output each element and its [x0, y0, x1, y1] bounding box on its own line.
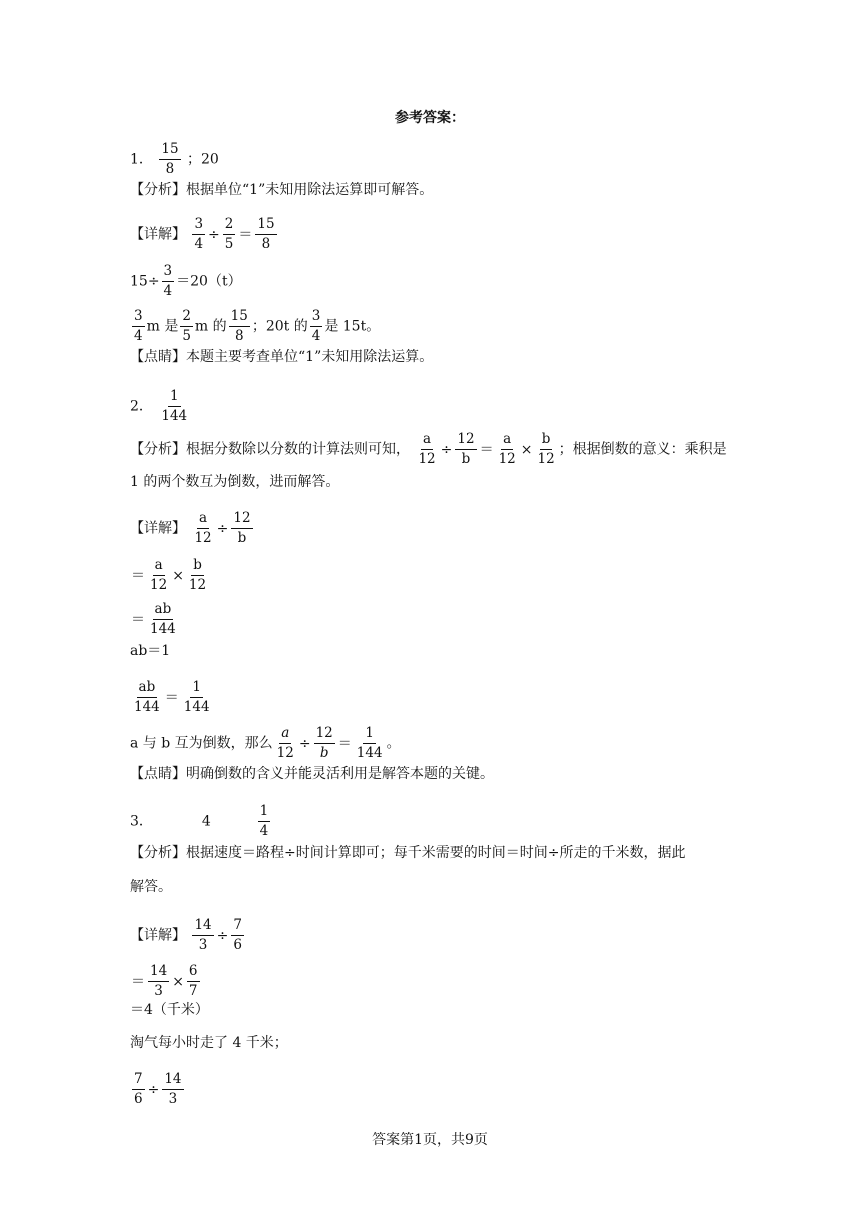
- expr-text: m 的: [194, 318, 227, 335]
- q1-answer: [130, 141, 219, 178]
- equals: ＝: [479, 441, 494, 458]
- fraction: $\frac{7}{6}$: [134, 1071, 143, 1107]
- q1-comment: [130, 347, 433, 367]
- fraction: $\frac{15}{8}$: [230, 308, 248, 344]
- analysis-text: 根据速度＝路程÷时间计算即可；每千米需要的时间＝时间÷所走的千米数，据此: [186, 845, 686, 861]
- operator: ÷: [440, 441, 453, 458]
- fraction: $\frac{6}{7}$: [188, 963, 198, 999]
- q1-answer-rest: ；20: [187, 151, 219, 168]
- equals: ＝: [131, 973, 145, 990]
- operator: ÷: [298, 735, 311, 752]
- comment-label: 【点睛】: [130, 349, 186, 365]
- operator: ÷: [216, 520, 229, 537]
- q3-detail-step5: [130, 1071, 186, 1108]
- q2-answer: [130, 388, 191, 425]
- q2-analysis: [130, 431, 727, 468]
- detail-label: 【详解】: [130, 927, 186, 944]
- analysis-text: 根据分数除以分数的计算法则可知，: [186, 441, 410, 458]
- operator: ×: [520, 441, 533, 458]
- fraction: $\frac{15}{8}$: [257, 216, 275, 252]
- expr-text: ab＝1: [130, 643, 171, 659]
- q2-detail-step2: [130, 557, 210, 594]
- q2-detail-step1: [130, 510, 255, 547]
- expr-text: 。: [386, 735, 401, 752]
- fraction: $\frac{14}{3}$: [150, 963, 168, 999]
- analysis-label: 【分析】: [130, 182, 186, 198]
- analysis-text: 根据单位“1”未知用除法运算即可解答。: [186, 182, 434, 198]
- detail-label: 【详解】: [130, 226, 186, 243]
- q3-number: 3．: [130, 813, 153, 830]
- equals: ＝: [164, 689, 179, 706]
- q2-detail-step5: [130, 679, 214, 716]
- fraction: $\frac{a}{12}$: [276, 725, 294, 761]
- expr-text: a 与 b 互为倒数，那么: [130, 735, 273, 752]
- fraction: $\frac{1}{144}$: [183, 679, 210, 715]
- equals: ＝: [131, 567, 145, 584]
- q3-detail-step3: [130, 1000, 209, 1020]
- fraction: $\frac{3}{4}$: [311, 308, 321, 344]
- fraction: $\frac{2}{5}$: [224, 216, 234, 252]
- equals: ＝: [131, 611, 145, 628]
- q2-detail-step3: [130, 601, 180, 638]
- analysis-text: 解答。: [130, 879, 172, 895]
- expr-text: 15÷: [130, 273, 160, 290]
- q1-detail-step3: [130, 308, 380, 345]
- comment-text: 明确倒数的含义并能灵活利用是解答本题的关键。: [186, 766, 494, 782]
- q1-analysis: [130, 180, 433, 200]
- analysis-label: 【分析】: [130, 845, 186, 861]
- fraction: $\frac{3}{4}$: [194, 216, 204, 252]
- fraction: $\frac{ab}{144}$: [134, 679, 160, 715]
- fraction: $\frac{12}{b}$: [457, 431, 475, 467]
- detail-label: 【详解】: [130, 520, 186, 537]
- equals: ＝: [337, 735, 352, 752]
- fraction: $\frac{12}{b}$: [233, 510, 251, 546]
- q2-number: 2．: [130, 398, 153, 415]
- q2-detail-step4: [130, 641, 170, 661]
- fraction: $\frac{ab}{144}$: [150, 601, 176, 637]
- fraction: $\frac{b}{12}$: [188, 557, 207, 593]
- expr-text: ；20t 的: [251, 318, 308, 335]
- q3-detail-step1: [130, 917, 246, 954]
- operator: ÷: [147, 1081, 160, 1098]
- analysis-text: 1 的两个数互为倒数，进而解答。: [130, 474, 340, 490]
- expr-text: ＝4（千米）: [130, 1002, 209, 1018]
- expr-text: ＝20（t）: [176, 273, 242, 290]
- comment-text: 本题主要考查单位“1”未知用除法运算。: [186, 349, 434, 365]
- page-footer: 答案第1页，共9页: [372, 1132, 488, 1148]
- q1-number: 1．: [130, 151, 153, 168]
- expr-text: 是 15t。: [324, 318, 381, 335]
- fraction: $\frac{3}{4}$: [134, 308, 143, 344]
- fraction: $\frac{1}{144}$: [161, 388, 188, 424]
- fraction: $\frac{15}{8}$: [161, 141, 179, 177]
- q3-analysis-line2: [130, 877, 172, 897]
- q2-comment: [130, 764, 494, 784]
- fraction: $\frac{2}{5}$: [182, 308, 191, 344]
- fraction: $\frac{b}{12}$: [537, 431, 555, 467]
- fraction: $\frac{a}{12}$: [498, 431, 516, 467]
- fraction: $\frac{12}{b}$: [315, 725, 333, 761]
- q3-detail-step2: [130, 963, 202, 1000]
- operator: ×: [172, 567, 184, 584]
- comment-label: 【点睛】: [130, 766, 186, 782]
- analysis-label: 【分析】: [130, 441, 186, 458]
- q2-analysis-line2: [130, 472, 339, 492]
- operator: ÷: [208, 226, 220, 243]
- operator: ÷: [216, 927, 229, 944]
- analysis-text: ；根据倒数的意义：乘积是: [558, 441, 727, 458]
- expr-text: m 是: [146, 318, 179, 335]
- q3-detail-step4: [130, 1033, 288, 1053]
- fraction: $\frac{a}{12}$: [150, 557, 168, 593]
- q1-detail-step2: [130, 263, 242, 300]
- equals: ＝: [238, 226, 253, 243]
- fraction: $\frac{7}{6}$: [233, 917, 242, 953]
- q3-answer: [130, 803, 272, 840]
- expr-text: 淘气每小时走了 4 千米；: [130, 1035, 288, 1051]
- fraction: $\frac{1}{144}$: [356, 725, 383, 761]
- fraction: $\frac{1}{4}$: [259, 803, 269, 839]
- q1-detail-step1: [130, 216, 279, 253]
- page-title: 参考答案：: [395, 110, 465, 126]
- fraction: $\frac{3}{4}$: [163, 263, 173, 299]
- fraction: $\frac{a}{12}$: [194, 510, 212, 546]
- fraction: $\frac{14}{3}$: [164, 1071, 182, 1107]
- q3-analysis: [130, 843, 685, 863]
- q2-detail-step6: [130, 725, 401, 762]
- fraction: $\frac{14}{3}$: [194, 917, 212, 953]
- q3-answer-1: 4: [201, 813, 211, 830]
- fraction: $\frac{a}{12}$: [418, 431, 436, 467]
- operator: ×: [172, 973, 184, 990]
